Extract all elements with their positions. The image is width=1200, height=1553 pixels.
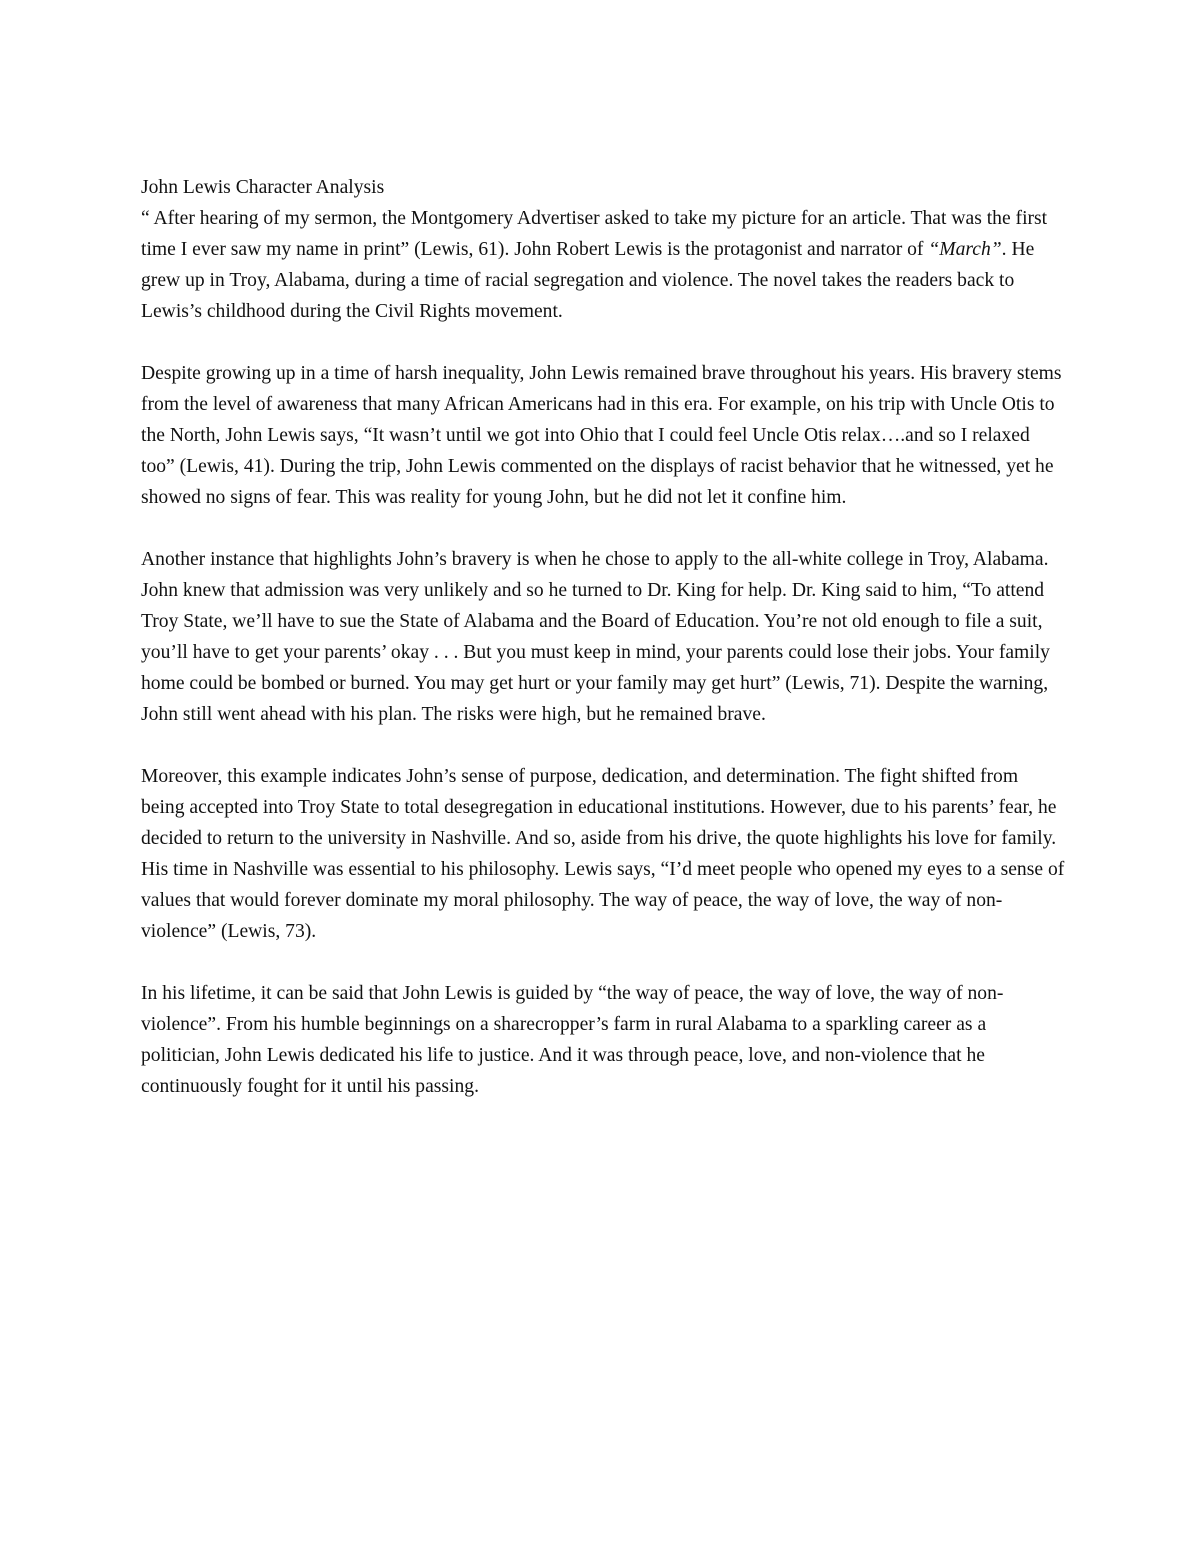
paragraph-college: Another instance that highlights John’s bravery is when he chose to apply to the all-white college in Troy, Alabama. John knew that admission was very unlikely and so he turned to Dr. King for help. Dr. King said to him, “To attend Troy State, we’ll have to sue the State of Alabama and the Board of Education. You’re not old enough to file a suit, you’ll have to get your parents’ okay . . . But you must keep in mind, your parents could lose their jobs. Your family home could be bombed or burned. You may get hurt or your family may get hurt” (Lewis, 71). Despite the warning, John still went ahead with his plan. The risks were high, but he remained brave. [141, 549, 1050, 725]
paragraph-purpose: Moreover, this example indicates John’s sense of purpose, dedication, and determination. The fight shifted from being accepted into Troy State to total desegregation in educational institutions. However, due to his parents’ fear, he decided to return to the university in Nashville. And so, aside from his drive, the quote highlights his love for family. His time in Nashville was essential to his philosophy. Lewis says, “I’d meet people who opened my eyes to a sense of values that would forever dominate my moral philosophy. The way of peace, the way of love, the way of non-violence” (Lewis, 73). [141, 766, 1065, 942]
book-title-italic: “March” [928, 239, 1002, 260]
paragraph-intro-text-b: . He grew up in Troy, Alabama, during a time of racial segregation and violence. The novel takes the readers back to Lewis’s childhood during the Civil Rights movement. [141, 239, 1035, 322]
paragraph-conclusion: In his lifetime, it can be said that John Lewis is guided by “the way of peace, the way of love, the way of non-violence”. From his humble beginnings on a sharecropper’s farm in rural Alabama to a sparkling career as a politician, John Lewis dedicated his life to justice. And it was through peace, love, and non-violence that he continuously fought for it until his passing. [141, 983, 1004, 1097]
paragraph-bravery: Despite growing up in a time of harsh inequality, John Lewis remained brave throughout his years. His bravery stems from the level of awareness that many African Americans had in this era. For example, on his trip with Uncle Otis to the North, John Lewis says, “It wasn’t until we got into Ohio that I could feel Uncle Otis relax….and so I relaxed too” (Lewis, 41). During the trip, John Lewis commented on the displays of racist behavior that he witnessed, yet he showed no signs of fear. This was reality for young John, but he did not let it confine him. [141, 363, 1062, 508]
paragraph-intro [141, 203, 1066, 327]
paragraph-intro-text-a: “ After hearing of my sermon, the Montgomery Advertiser asked to take my picture for an article. That was the first time I ever saw my name in print” (Lewis, 61). John Robert Lewis is the protagonist and narrator of [141, 208, 1048, 260]
document-title: John Lewis Character Analysis [141, 177, 385, 198]
document-body [141, 172, 1066, 1102]
